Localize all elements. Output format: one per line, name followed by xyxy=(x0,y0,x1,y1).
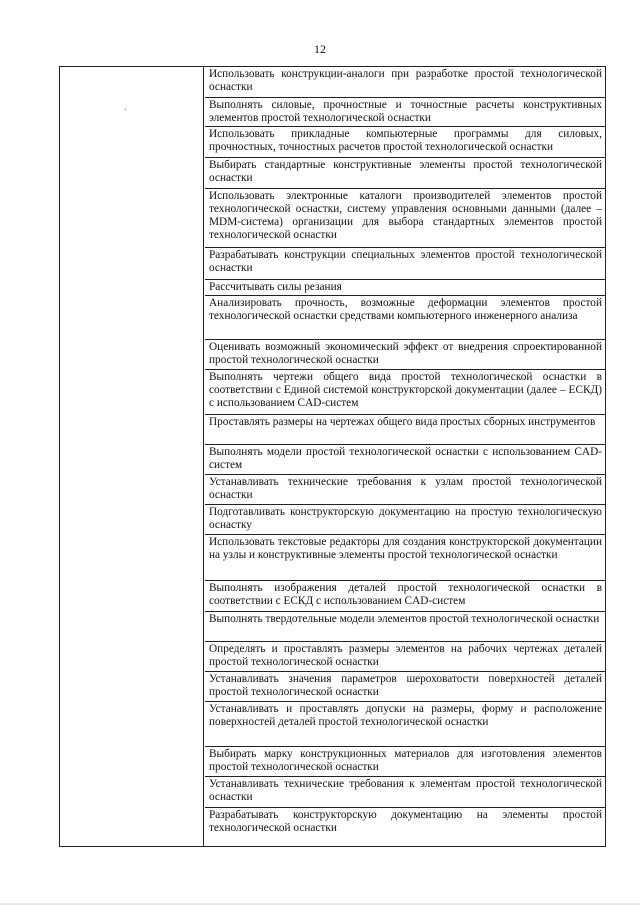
skill-row: Устанавливать технические требования к узлам простой технологической оснастки xyxy=(205,475,605,505)
skill-row: Проставлять размеры на чертежах общего вида простых сборных инструментов xyxy=(205,415,605,445)
scan-speck xyxy=(125,109,126,110)
skill-row: Выбирать стандартные конструктивные элементы простой технологической оснастки xyxy=(205,158,605,189)
skill-row: Устанавливать и проставлять допуски на размеры, форму и расположение поверхностей деталей простой технологической оснастки xyxy=(205,702,605,747)
skill-row: Подготавливать конструкторскую документацию на простую технологическую оснастку xyxy=(205,505,605,535)
table-left-column xyxy=(60,67,204,846)
skill-row: Выбирать марку конструкционных материалов для изготовления элементов простой технологической оснастки xyxy=(205,747,605,777)
page-number: 12 xyxy=(314,42,326,56)
skill-row: Использовать текстовые редакторы для создания конструкторской документации на узлы и конструктивные элементы простой технологической оснастки xyxy=(205,535,605,581)
skill-row: Выполнять модели простой технологической оснастки с использованием CAD-систем xyxy=(205,445,605,475)
skill-row: Определять и проставлять размеры элементов на рабочих чертежах деталей простой технологической оснастки xyxy=(205,642,605,672)
skill-row: Использовать прикладные компьютерные программы для силовых, прочностных, точностных расчетов простой технологической оснастки xyxy=(205,127,605,158)
skill-row: Рассчитывать силы резания xyxy=(205,280,605,296)
skill-row: Разрабатывать конструкторскую документацию на элементы простой технологической оснастки xyxy=(209,809,602,835)
skill-row: Оценивать возможный экономический эффект от внедрения спроектированной простой технологической оснастки xyxy=(205,340,605,370)
skill-row: Выполнять силовые, прочностные и точностные расчеты конструктивных элементов простой технологической оснастки xyxy=(205,98,605,127)
skill-row: Использовать конструкции-аналоги при разработке простой технологической оснастки xyxy=(205,67,605,98)
skill-row: Устанавливать технические требования к элементам простой технологической оснастки xyxy=(205,777,605,808)
skill-row: Выполнять изображения деталей простой технологической оснастки в соответствии с ЕСКД с использованием CAD-систем xyxy=(205,581,605,612)
table-right-column xyxy=(205,67,605,846)
skills-table xyxy=(59,66,606,847)
skill-row: Устанавливать значения параметров шероховатости поверхностей деталей простой технологической оснастки xyxy=(205,672,605,702)
skill-row: Выполнять твердотельные модели элементов простой технологической оснастки xyxy=(205,612,605,642)
skill-row: Использовать электронные каталоги производителей элементов простой технологической оснастки, систему управления основными данными (далее – MDM-система) организации для выбора стандартных элементов простой технологической оснастки xyxy=(205,189,605,248)
skill-row: Разрабатывать конструкции специальных элементов простой технологической оснастки xyxy=(205,248,605,280)
skill-row: Анализировать прочность, возможные деформации элементов простой технологической оснастки средствами компьютерного инженерного анализа xyxy=(205,296,605,340)
skill-row: Выполнять чертежи общего вида простой технологической оснастки в соответствии с Единой системой конструкторской документации (далее – ЕСКД) с использованием CAD-систем xyxy=(205,370,605,415)
